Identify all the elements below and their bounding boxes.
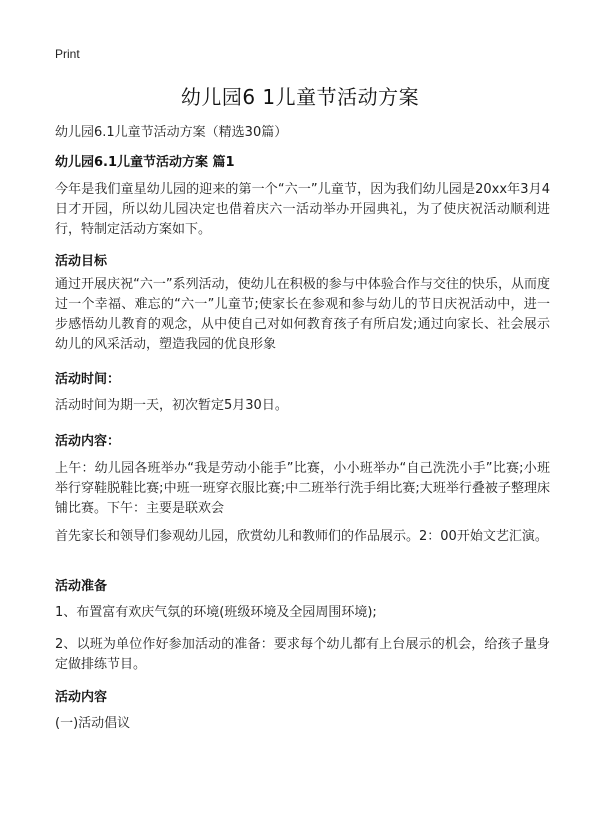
content-paragraph-2: 首先家长和领导们参观幼儿园，欣赏幼儿和教师们的作品展示。2：00开始文艺汇演。 bbox=[55, 529, 548, 544]
prep-item-2: 2、以班为单位作好参加活动的准备：要求每个幼儿都有上台展示的机会，给孩子量身定做排练节目。 bbox=[55, 637, 550, 672]
content-heading: 活动内容： bbox=[55, 434, 121, 449]
section-title: 幼儿园6.1儿童节活动方案 篇1 bbox=[55, 155, 235, 170]
content2-heading: 活动内容 bbox=[55, 690, 108, 705]
time-paragraph: 活动时间为期一天，初次暂定5月30日。 bbox=[55, 398, 288, 413]
time-heading: 活动时间： bbox=[55, 372, 121, 387]
print-link[interactable]: Print bbox=[55, 47, 80, 61]
prep-item-1: 1、布置富有欢庆气氛的环境(班级环境及全园周围环境); bbox=[55, 605, 377, 620]
prep-heading: 活动准备 bbox=[55, 579, 108, 594]
document-subtitle: 幼儿园6.1儿童节活动方案（精选30篇） bbox=[55, 125, 288, 140]
goal-heading: 活动目标 bbox=[55, 254, 108, 269]
content-paragraph-1: 上午：幼儿园各班举办“我是劳动小能手”比赛，小小班举办“自己洗洗小手”比赛;小班举行穿鞋脱鞋比赛;中班一班穿衣服比赛;中二班举行洗手绢比赛;大班举行叠被子整理床铺比赛。下午：主要是联欢会 bbox=[55, 461, 550, 516]
intro-paragraph: 今年是我们童星幼儿园的迎来的第一个“六一”儿童节，因为我们幼儿园是20xx年3月4日才开园，所以幼儿园决定也借着庆六一活动举办开园典礼，为了使庆祝活动顺利进行，特制定活动方案如下。 bbox=[55, 182, 550, 237]
document-title: 幼儿园6 1儿童节活动方案 bbox=[180, 85, 420, 109]
initiative-label: (一)活动倡议 bbox=[55, 716, 131, 731]
goal-paragraph: 通过开展庆祝“六一”系列活动，使幼儿在积极的参与中体验合作与交往的快乐，从而度过一个幸福、难忘的“六一”儿童节;使家长在参观和参与幼儿的节日庆祝活动中，进一步感悟幼儿教育的观念，从中使自己对如何教育孩子有所启发;通过向家长、社会展示幼儿的风采活动，塑造我园的优良形象 bbox=[55, 277, 550, 352]
